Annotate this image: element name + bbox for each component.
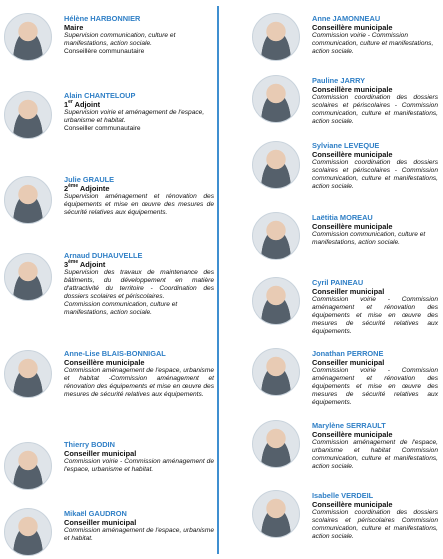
member-name: Anne-Lise BLAIS-BONNIGAL <box>64 349 166 358</box>
portrait-photo-paineau <box>252 277 300 325</box>
member-entry-duhauvelle <box>64 251 214 317</box>
portrait-photo-chanteloup <box>4 91 52 139</box>
member-extra-role: Conseillère communautaire <box>64 48 145 55</box>
member-description: Commission coordination des dossiers scolaires et périscolaires - Commission communication, culture et manifestations, action sociale. <box>312 94 438 125</box>
portrait-photo-jarry <box>252 75 300 123</box>
portrait-photo-serrault <box>252 420 300 468</box>
portrait-photo-jamonneau <box>252 13 300 61</box>
member-role: Conseillère municipale <box>312 430 393 439</box>
member-role: Conseillère municipale <box>312 500 393 509</box>
member-description: Commission voirie - Commission communication, culture et manifestations, action sociale. <box>312 32 434 55</box>
portrait-photo-perrone <box>252 348 300 396</box>
member-entry-verdeil <box>312 491 438 541</box>
member-role: Conseiller municipal <box>64 449 137 458</box>
member-description: Commission aménagement de l'espace, urbanisme et habitat Commission communication, culture et manifestations, action sociale. <box>312 439 438 470</box>
member-entry-moreau <box>312 213 438 247</box>
member-description: Supervision voirie et aménagement de l'espace, urbanisme et habitat. <box>64 109 205 124</box>
member-description: Commission aménagement de l'espace, urbanisme et habitat -Commission aménagement et rénovation des équipements et mise en œuvre des mesures de sécurité relatives aux équipements. <box>64 367 214 398</box>
member-description: Commission voirie - Commission aménagement et rénovation des équipements et mise en œuvre des mesures de sécurité relatives aux équipements. <box>312 367 438 406</box>
portrait-photo-graule <box>4 176 52 224</box>
member-name: Isabelle VERDEIL <box>312 491 374 500</box>
member-description: Supervision aménagement et rénovation des équipements et mise en œuvre des mesures de sécurité relatives aux équipements. <box>64 193 214 216</box>
member-description-secondary: Commission communication, culture et manifestations, action sociale. <box>64 301 178 316</box>
member-role: Conseillère municipale <box>312 85 393 94</box>
member-name: Jonathan PERRONE <box>312 349 384 358</box>
member-role: Conseiller municipal <box>312 358 385 367</box>
member-name: Alain CHANTELOUP <box>64 91 136 100</box>
member-entry-paineau <box>312 278 438 336</box>
member-name: Mikaël GAUDRON <box>64 509 127 518</box>
member-role: 1er Adjoint <box>64 99 101 109</box>
member-entry-leveque <box>312 141 438 191</box>
member-role: Conseillère municipale <box>312 23 393 32</box>
portrait-photo-bodin <box>4 442 52 490</box>
member-description: Commission coordination des dossiers scolaires et périscolaires - Commission communication, culture et manifestations, action sociale. <box>312 159 438 190</box>
portrait-photo-harbonnier <box>4 13 52 61</box>
portrait-photo-leveque <box>252 141 300 189</box>
portrait-photo-verdeil <box>252 490 300 538</box>
member-role: Conseiller municipal <box>312 287 385 296</box>
member-entry-harbonnier <box>64 14 214 56</box>
member-name: Laëtitia MOREAU <box>312 213 373 222</box>
member-description: Commission communication, culture et manifestations, action sociale. <box>312 231 426 246</box>
portrait-photo-moreau <box>252 212 300 260</box>
member-entry-jarry <box>312 76 438 126</box>
portrait-photo-duhauvelle <box>4 253 52 301</box>
member-name: Julie GRAULE <box>64 175 115 184</box>
member-role: Conseillère municipale <box>64 358 145 367</box>
member-description: Commission coordination des dossiers scolaires et périscolaires Commission communication, culture et manifestations, action sociale. <box>312 509 438 540</box>
member-name: Sylviane LEVEQUE <box>312 141 380 150</box>
member-name: Hélène HARBONNIER <box>64 14 141 23</box>
portrait-photo-blais-bonnigal <box>4 350 52 398</box>
member-name: Pauline JARRY <box>312 76 366 85</box>
member-description: Commission voirie - Commission aménagement et rénovation des équipements et mise en œuvre des mesures de sécurité relatives aux équipements. <box>312 296 438 335</box>
member-description: Supervision des travaux de maintenance des bâtiments, du développement en matière d'attractivité du territoire - Coordination des dossiers scolaires et périscolaires. <box>64 269 214 300</box>
member-entry-gaudron <box>64 509 214 543</box>
member-description: Supervision communication, culture et manifestations, action sociale. <box>64 32 176 47</box>
portrait-photo-gaudron <box>4 508 52 556</box>
member-role: Conseillère municipale <box>312 222 393 231</box>
member-entry-serrault <box>312 421 438 471</box>
member-role: 2ème Adjointe <box>64 183 110 193</box>
member-role: Conseiller municipal <box>64 518 137 527</box>
member-role: 3ème Adjoint <box>64 259 106 269</box>
member-name: Cyril PAINEAU <box>312 278 364 287</box>
member-role: Conseillère municipale <box>312 150 393 159</box>
member-entry-graule <box>64 175 214 217</box>
member-entry-jamonneau <box>312 14 438 56</box>
member-name: Marylène SERRAULT <box>312 421 386 430</box>
column-divider <box>217 6 219 554</box>
member-name: Arnaud DUHAUVELLE <box>64 251 143 260</box>
member-description: Commission voirie - Commission aménagement de l'espace, urbanisme et habitat. <box>64 458 214 473</box>
member-entry-blais-bonnigal <box>64 349 214 399</box>
member-entry-chanteloup <box>64 91 214 133</box>
member-description: Commission aménagement de l'espace, urbanisme et habitat. <box>64 527 214 542</box>
member-name: Anne JAMONNEAU <box>312 14 381 23</box>
member-role: Maire <box>64 23 84 32</box>
member-entry-bodin <box>64 440 214 474</box>
member-extra-role: Conseiller communautaire <box>64 125 141 132</box>
member-name: Thierry BODIN <box>64 440 115 449</box>
member-entry-perrone <box>312 349 438 407</box>
